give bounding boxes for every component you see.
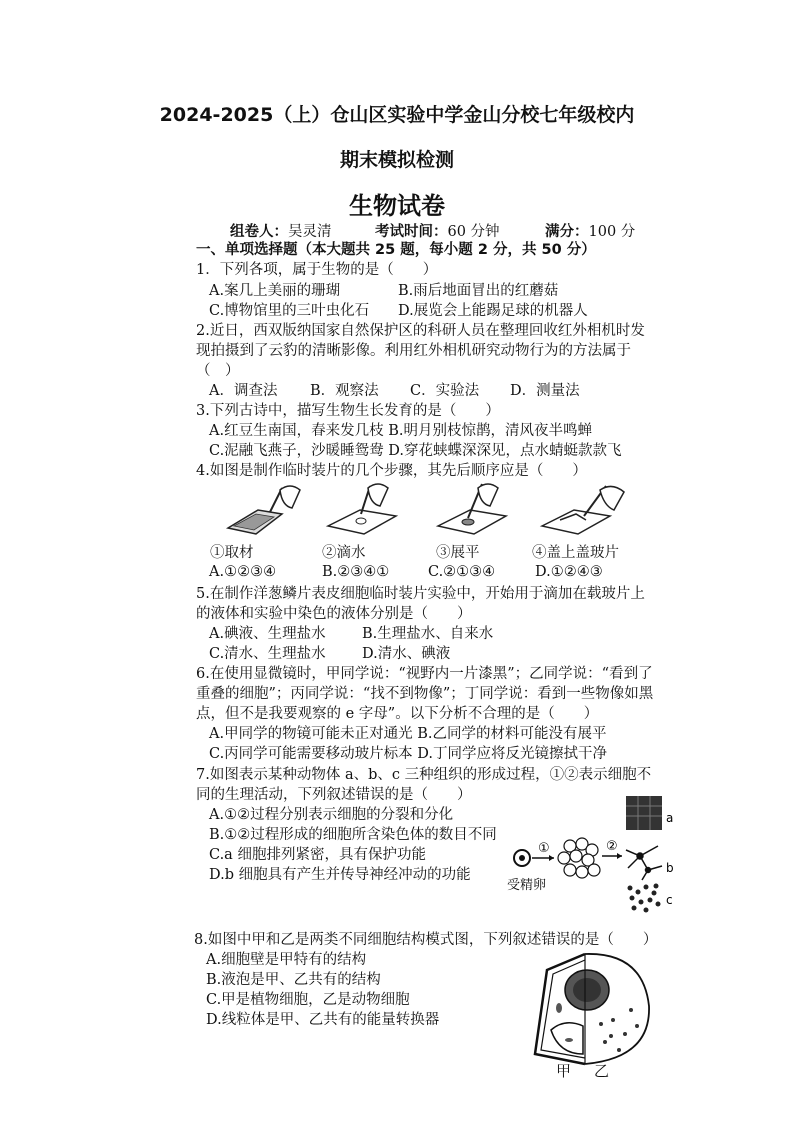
tissue-a-label: a: [666, 811, 674, 825]
q4-step4-label: ④盖上盖玻片: [532, 545, 619, 561]
q4-step1-label: ①取材: [210, 545, 254, 561]
q1-option-d: D.展览会上能踢足球的机器人: [398, 303, 588, 319]
time-value: 60 分钟: [447, 224, 500, 240]
q3-stem: 3.下列古诗中，描写生物生长发育的是（ ）: [196, 403, 500, 419]
tissue-c-image: [628, 884, 661, 913]
q1-stem: 1．下列各项，属于生物的是（ ）: [196, 262, 438, 278]
zygote-label: 受精卵: [507, 878, 547, 893]
tissue-a-image: [626, 796, 662, 830]
q1-option-c: C.博物馆里的三叶虫化石: [209, 303, 370, 319]
time-label: 考试时间：: [375, 224, 448, 240]
exam-title-line1: 2024-2025（上）仓山区实验中学金山分校七年级校内: [159, 104, 635, 126]
q4-option-a: A.①②③④: [209, 564, 277, 580]
compiler-label: 组卷人：: [230, 224, 288, 240]
q6-options-ab: A.甲同学的物镜可能未正对通光 B.乙同学的材料可能没有展平: [209, 726, 607, 742]
tissue-formation-figure: [508, 792, 678, 917]
score-info: [545, 220, 635, 241]
q2-option-b: B．观察法: [310, 383, 379, 399]
subject-title: 生物试卷: [349, 192, 445, 220]
q4-option-b: B.②③④①: [322, 564, 390, 580]
score-label: 满分：: [545, 224, 589, 240]
q4-option-d: D.①②④③: [535, 564, 603, 580]
q7-stem-line2: 同的生理活动，下列叙述错误的是（ ）: [196, 787, 472, 803]
q2-option-d: D．测量法: [510, 383, 580, 399]
process2-label: ②: [606, 839, 618, 854]
q5-stem-line1: 5.在制作洋葱鳞片表皮细胞临时装片实验中，开始用于滴加在载玻片上: [196, 586, 645, 602]
q6-stem-line3: 点，但不是我要观察的 e 字母”。以下分析不合理的是（ ）: [196, 706, 599, 722]
score-value: 100 分: [588, 224, 636, 240]
q5-option-c: C.清水、生理盐水: [209, 646, 326, 662]
q6-stem-line2: 重叠的细胞”；丙同学说：“找不到物像”；丁同学说：看到一些物像如黑: [196, 686, 654, 702]
q4-step3-label: ③展平: [436, 545, 480, 561]
slide-steps-figure: [220, 480, 640, 540]
compiler-name: 吴灵清: [288, 224, 332, 240]
q7-option-a: A.①②过程分别表示细胞的分裂和分化: [209, 807, 454, 823]
tissue-b-image: [626, 846, 662, 880]
q4-option-c: C.②①③④: [428, 564, 496, 580]
tissue-b-label: b: [666, 861, 674, 875]
cell-yi-label: 乙: [594, 1062, 610, 1080]
q2-stem-line2: 现拍摄到了云豹的清晰影像。利用红外相机研究动物行为的方法属于: [196, 343, 631, 359]
q8-option-a: A.细胞壁是甲特有的结构: [206, 952, 367, 968]
tissue-c-label: c: [666, 893, 673, 907]
step2-drawing: [328, 484, 396, 534]
q5-option-a: A.碘液、生理盐水: [209, 626, 326, 642]
section-heading: 一、单项选择题（本大题共 25 题，每小题 2 分，共 50 分）: [196, 242, 596, 258]
q7-stem-line1: 7.如图表示某种动物体 a、b、c 三种组织的形成过程，①②表示细胞不: [196, 767, 652, 783]
step3-drawing: [438, 484, 506, 534]
cell-structure-figure: [525, 950, 665, 1070]
q2-option-a: A．调查法: [209, 383, 278, 399]
exam-title-line2: 期末模拟检测: [339, 149, 454, 171]
q8-option-c: C.甲是植物细胞，乙是动物细胞: [206, 992, 410, 1008]
q6-options-cd: C.丙同学可能需要移动玻片标本 D.丁同学应将反光镜擦拭干净: [209, 746, 608, 762]
q3-options-ab: A.红豆生南国，春来发几枝 B.明月别枝惊鹊，清风夜半鸣蝉: [209, 423, 592, 439]
q8-option-b: B.液泡是甲、乙共有的结构: [206, 972, 381, 988]
q1-option-b: B.雨后地面冒出的红蘑菇: [398, 283, 559, 299]
compiler-info: [230, 220, 332, 241]
q5-stem-line2: 的液体和实验中染色的液体分别是（ ）: [196, 606, 472, 622]
q5-option-d: D.清水、碘液: [362, 646, 451, 662]
q3-options-cd: C.泥融飞燕子，沙暖睡鸳鸯 D.穿花蛱蝶深深见，点水蜻蜓款款飞: [209, 443, 622, 459]
cell-jia-label: 甲: [556, 1062, 572, 1080]
q2-stem-line3: （ ）: [196, 363, 240, 379]
q4-step2-label: ②滴水: [322, 545, 366, 561]
q1-option-a: A.案几上美丽的珊瑚: [209, 283, 341, 299]
q4-stem: 4.如图是制作临时装片的几个步骤，其先后顺序应是（ ）: [196, 463, 587, 479]
q8-option-d: D.线粒体是甲、乙共有的能量转换器: [206, 1012, 440, 1028]
step1-drawing: [228, 486, 300, 534]
q2-stem-line1: 2.近日，西双版纳国家自然保护区的科研人员在整理回收红外相机时发: [196, 323, 645, 339]
q7-option-c: C.a 细胞排列紧密，具有保护功能: [209, 847, 426, 863]
time-info: [375, 220, 500, 241]
q2-option-c: C．实验法: [410, 383, 480, 399]
q5-option-b: B.生理盐水、自来水: [362, 626, 494, 642]
q7-option-b: B.①②过程形成的细胞所含染色体的数目不同: [209, 827, 497, 843]
cell-cluster: [558, 838, 600, 878]
process1-label: ①: [538, 841, 550, 856]
q7-option-d: D.b 细胞具有产生并传导神经冲动的功能: [209, 867, 471, 883]
step4-drawing: [542, 486, 624, 534]
q8-stem: 8.如图中甲和乙是两类不同细胞结构模式图，下列叙述错误的是（ ）: [194, 932, 658, 948]
q6-stem-line1: 6.在使用显微镜时，甲同学说：“视野内一片漆黑”；乙同学说：“看到了: [196, 666, 653, 682]
